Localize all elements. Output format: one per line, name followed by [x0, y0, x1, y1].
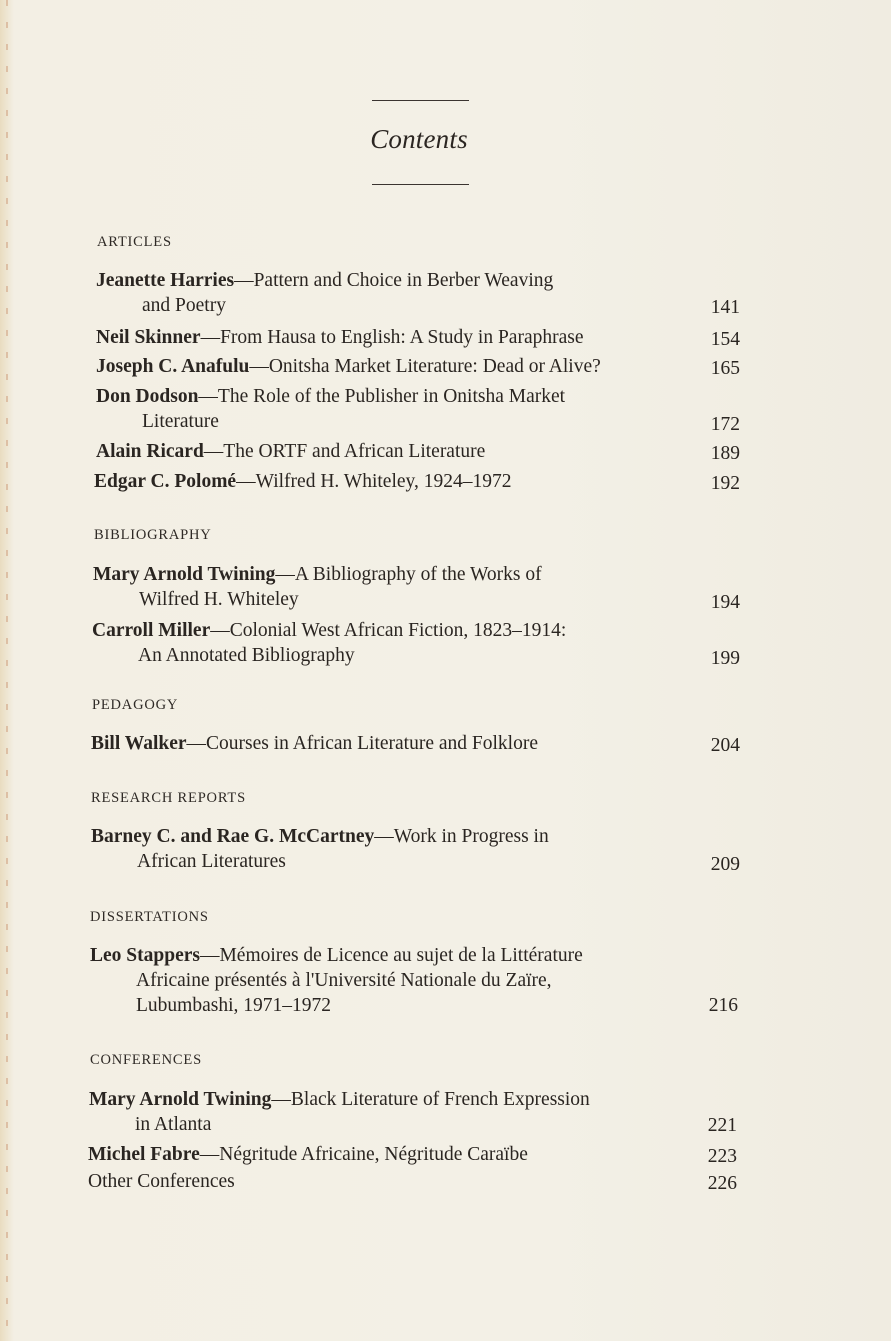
- entry-author: Don Dodson: [96, 386, 199, 407]
- binding-edge: [6, 0, 8, 1341]
- entry-title-line: Black Literature of French Expression: [290, 1089, 590, 1110]
- entry-title-line: Négritude Africaine, Négritude Caraïbe: [219, 1144, 528, 1165]
- entry-author: Edgar C. Polomé: [94, 471, 237, 492]
- toc-entry: Leo Stappers—Mémoires de Licence au sujet de la Littérature Africaine présentés à l'Université Nationale du Zaïre, Lubumbashi, 1971–1972: [90, 945, 583, 1016]
- toc-entry: Joseph C. Anafulu—Onitsha Market Literature: Dead or Alive?: [96, 356, 601, 377]
- entry-title-line: and Poetry: [142, 295, 226, 316]
- toc-entry: Mary Arnold Twining—A Bibliography of the Works of Wilfred H. Whiteley: [93, 564, 542, 610]
- entry-author: Joseph C. Anafulu: [96, 356, 250, 377]
- entry-title-line: Other Conferences: [88, 1171, 235, 1192]
- entry-title-line: Literature: [142, 411, 219, 432]
- toc-entry: Michel Fabre—Négritude Africaine, Négritude Caraïbe: [88, 1144, 528, 1165]
- entry-page-number: 226: [707, 1173, 737, 1194]
- entry-title-line: Colonial West African Fiction, 1823–1914:: [229, 620, 567, 641]
- entry-title-line: Africaine présentés à l'Université Nationale du Zaïre,: [136, 970, 552, 991]
- entry-title-line: A Bibliography of the Works of: [294, 564, 542, 585]
- entry-title-line: Pattern and Choice in Berber Weaving: [253, 270, 554, 291]
- title-rule-top: [372, 100, 469, 101]
- section-heading-dissertations: DISSERTATIONS: [90, 909, 209, 925]
- entry-author: Neil Skinner: [96, 327, 201, 348]
- toc-entry: Barney C. and Rae G. McCartney—Work in Progress in African Literatures: [91, 826, 549, 872]
- section-heading-pedagogy: PEDAGOGY: [92, 697, 179, 713]
- page-title: Contents: [370, 124, 468, 154]
- entry-author: Carroll Miller: [92, 620, 211, 641]
- entry-page-number: 194: [710, 592, 740, 613]
- entry-title-line: Lubumbashi, 1971–1972: [136, 995, 331, 1016]
- toc-entry: Alain Ricard—The ORTF and African Literature: [96, 441, 486, 462]
- entry-author: Bill Walker: [91, 733, 187, 754]
- entry-page-number: 189: [710, 443, 740, 464]
- toc-entry: Mary Arnold Twining—Black Literature of French Expression in Atlanta: [89, 1089, 590, 1135]
- entry-page-number: 192: [710, 473, 740, 494]
- title-rule-bottom: [372, 184, 469, 185]
- entry-title-line: Courses in African Literature and Folklore: [206, 733, 538, 754]
- entry-title-line: The Role of the Publisher in Onitsha Market: [217, 386, 566, 407]
- entry-title-line: African Literatures: [137, 851, 286, 872]
- toc-entry: [88, 1169, 235, 1194]
- toc-entry: Don Dodson—The Role of the Publisher in Onitsha Market Literature: [96, 386, 566, 432]
- section-heading-articles: ARTICLES: [97, 234, 172, 250]
- toc-entry: Carroll Miller—Colonial West African Fiction, 1823–1914: An Annotated Bibliography: [92, 620, 567, 666]
- entry-page-number: 141: [710, 297, 740, 318]
- entry-page-number: 172: [710, 414, 740, 435]
- entry-page-number: 204: [710, 735, 740, 756]
- entry-author: Jeanette Harries: [96, 270, 235, 291]
- entry-title-line: in Atlanta: [135, 1114, 212, 1135]
- entry-title-line: Mémoires de Licence au sujet de la Littérature: [219, 945, 583, 966]
- section-heading-research-reports: RESEARCH REPORTS: [91, 790, 246, 806]
- entry-title-line: From Hausa to English: A Study in Paraphrase: [220, 327, 584, 348]
- entry-title-line: Wilfred H. Whiteley: [139, 589, 299, 610]
- section-heading-bibliography: BIBLIOGRAPHY: [94, 527, 212, 543]
- entry-page-number: 165: [710, 358, 740, 379]
- toc-entry: Neil Skinner—From Hausa to English: A Study in Paraphrase: [96, 327, 584, 348]
- entry-page-number: 223: [707, 1146, 737, 1167]
- toc-entry: Bill Walker—Courses in African Literature and Folklore: [91, 733, 538, 754]
- toc-entry: Jeanette Harries—Pattern and Choice in Berber Weaving and Poetry: [96, 270, 554, 316]
- entry-author: Barney C. and Rae G. McCartney: [91, 826, 375, 847]
- entry-author: Michel Fabre: [88, 1144, 200, 1165]
- entry-title-line: An Annotated Bibliography: [138, 645, 355, 666]
- entry-title-line: Work in Progress in: [393, 826, 549, 847]
- entry-title-line: The ORTF and African Literature: [223, 441, 486, 462]
- entry-author: Leo Stappers: [90, 945, 200, 966]
- entry-author: Mary Arnold Twining: [93, 564, 276, 585]
- entry-page-number: 209: [710, 854, 740, 875]
- entry-author: Mary Arnold Twining: [89, 1089, 272, 1110]
- section-heading-conferences: CONFERENCES: [90, 1052, 202, 1068]
- entry-page-number: 154: [710, 329, 740, 350]
- entry-page-number: 221: [707, 1115, 737, 1136]
- entry-page-number: 199: [710, 648, 740, 669]
- entry-author: Alain Ricard: [96, 441, 204, 462]
- entry-title-line: Wilfred H. Whiteley, 1924–1972: [255, 471, 512, 492]
- entry-page-number: 216: [708, 995, 738, 1016]
- toc-entry: Edgar C. Polomé—Wilfred H. Whiteley, 1924–1972: [94, 471, 512, 492]
- entry-title-line: Onitsha Market Literature: Dead or Alive?: [268, 356, 601, 377]
